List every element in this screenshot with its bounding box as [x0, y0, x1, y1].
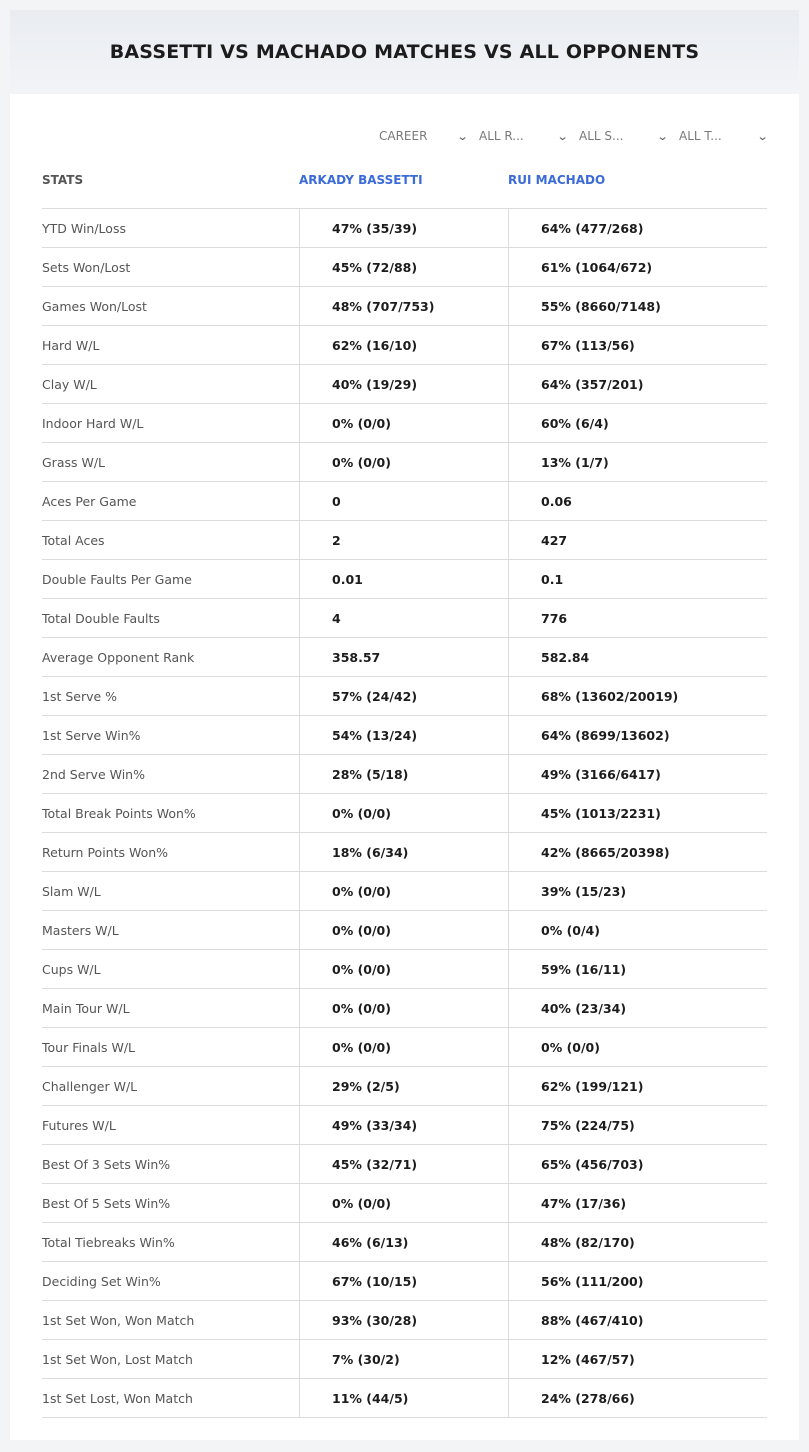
stat-label: Total Double Faults	[42, 610, 160, 626]
table-row	[42, 1262, 767, 1301]
player1-value: 18% (6/34)	[299, 833, 508, 871]
player2-value: 60% (6/4)	[508, 404, 767, 442]
table-row	[42, 287, 767, 326]
table-row	[42, 1301, 767, 1340]
player2-value: 88% (467/410)	[508, 1301, 767, 1339]
stat-label: Deciding Set Win%	[42, 1273, 161, 1289]
player1-value: 358.57	[299, 638, 508, 676]
table-row	[42, 482, 767, 521]
player2-value: 65% (456/703)	[508, 1145, 767, 1183]
filter-round-select[interactable]	[479, 126, 567, 146]
player2-value: 64% (357/201)	[508, 365, 767, 403]
table-row	[42, 443, 767, 482]
column-header-player2-link[interactable]: RUI MACHADO	[508, 173, 606, 187]
player1-value: 67% (10/15)	[299, 1262, 508, 1300]
table-row	[42, 1028, 767, 1067]
table-row	[42, 560, 767, 599]
player1-value: 48% (707/753)	[299, 287, 508, 325]
player1-value: 0% (0/0)	[299, 443, 508, 481]
table-row	[42, 599, 767, 638]
stat-label: Double Faults Per Game	[42, 571, 192, 587]
stat-label: Sets Won/Lost	[42, 259, 131, 275]
table-row	[42, 521, 767, 560]
player2-value: 68% (13602/20019)	[508, 677, 767, 715]
player2-value: 64% (8699/13602)	[508, 716, 767, 754]
player1-value: 7% (30/2)	[299, 1340, 508, 1378]
player2-value: 0% (0/4)	[508, 911, 767, 949]
table-row	[42, 1106, 767, 1145]
player1-value: 0.01	[299, 560, 508, 598]
chevron-down-icon: ⌄	[556, 129, 569, 143]
column-header-player1-link[interactable]: ARKADY BASSETTI	[299, 173, 423, 187]
stat-label: Total Aces	[42, 532, 105, 548]
player1-value: 29% (2/5)	[299, 1067, 508, 1105]
player2-value: 776	[508, 599, 767, 637]
chevron-down-icon: ⌄	[656, 129, 669, 143]
player1-value: 40% (19/29)	[299, 365, 508, 403]
stat-label: Main Tour W/L	[42, 1000, 130, 1016]
stat-label: Games Won/Lost	[42, 298, 147, 314]
table-row	[42, 1145, 767, 1184]
filter-round-label: ALL R...	[479, 129, 524, 143]
player2-value: 24% (278/66)	[508, 1379, 767, 1417]
stat-label: 1st Set Won, Lost Match	[42, 1351, 193, 1367]
player1-value: 0% (0/0)	[299, 989, 508, 1027]
player2-value: 13% (1/7)	[508, 443, 767, 481]
stat-label: Return Points Won%	[42, 844, 169, 860]
table-row	[42, 716, 767, 755]
player1-value: 57% (24/42)	[299, 677, 508, 715]
player1-value: 0% (0/0)	[299, 1028, 508, 1066]
stat-label: YTD Win/Loss	[42, 220, 126, 236]
chevron-down-icon: ⌄	[456, 129, 469, 143]
player2-value: 12% (467/57)	[508, 1340, 767, 1378]
filter-tournament-label: ALL T...	[679, 129, 722, 143]
stat-label: 2nd Serve Win%	[42, 766, 145, 782]
filter-period-label: CAREER	[379, 129, 428, 143]
page-header	[10, 10, 799, 94]
stat-label: Total Break Points Won%	[42, 805, 196, 821]
player1-value: 2	[299, 521, 508, 559]
player1-value: 62% (16/10)	[299, 326, 508, 364]
table-row	[42, 365, 767, 404]
table-row	[42, 989, 767, 1028]
stats-card	[10, 10, 799, 1440]
stat-label: Clay W/L	[42, 376, 97, 392]
player2-value: 40% (23/34)	[508, 989, 767, 1027]
player2-value: 0.1	[508, 560, 767, 598]
stat-label: Challenger W/L	[42, 1078, 138, 1094]
stat-label: 1st Set Lost, Won Match	[42, 1390, 193, 1406]
player1-value: 0% (0/0)	[299, 911, 508, 949]
stat-label: 1st Serve Win%	[42, 727, 141, 743]
player2-value: 45% (1013/2231)	[508, 794, 767, 832]
table-row	[42, 209, 767, 248]
player2-value: 48% (82/170)	[508, 1223, 767, 1261]
player1-value: 45% (32/71)	[299, 1145, 508, 1183]
stat-label: Cups W/L	[42, 961, 101, 977]
player1-value: 28% (5/18)	[299, 755, 508, 793]
table-row	[42, 638, 767, 677]
table-row	[42, 872, 767, 911]
filter-bar	[379, 126, 767, 146]
filter-surface-select[interactable]	[579, 126, 667, 146]
player2-value: 39% (15/23)	[508, 872, 767, 910]
player2-value: 64% (477/268)	[508, 209, 767, 247]
table-row	[42, 677, 767, 716]
table-row	[42, 248, 767, 287]
player1-value: 46% (6/13)	[299, 1223, 508, 1261]
player2-value: 427	[508, 521, 767, 559]
table-row	[42, 755, 767, 794]
table-row	[42, 1340, 767, 1379]
player1-value: 0% (0/0)	[299, 404, 508, 442]
stat-label: Best Of 5 Sets Win%	[42, 1195, 171, 1211]
stat-label: Indoor Hard W/L	[42, 415, 144, 431]
player1-value: 0% (0/0)	[299, 1184, 508, 1222]
player2-value: 0% (0/0)	[508, 1028, 767, 1066]
player1-value: 0% (0/0)	[299, 794, 508, 832]
stat-label: Total Tiebreaks Win%	[42, 1234, 175, 1250]
column-header-stats: STATS	[42, 173, 84, 187]
stat-label: Grass W/L	[42, 454, 106, 470]
table-row	[42, 1067, 767, 1106]
player1-value: 93% (30/28)	[299, 1301, 508, 1339]
player1-value: 54% (13/24)	[299, 716, 508, 754]
page-title: BASSETTI VS MACHADO MATCHES VS ALL OPPONENTS	[109, 41, 700, 63]
player1-value: 49% (33/34)	[299, 1106, 508, 1144]
table-row	[42, 950, 767, 989]
table-row	[42, 1379, 767, 1418]
stat-label: Masters W/L	[42, 922, 119, 938]
stat-label: 1st Set Won, Won Match	[42, 1312, 195, 1328]
player1-value: 4	[299, 599, 508, 637]
table-row	[42, 1184, 767, 1223]
player1-value: 0% (0/0)	[299, 950, 508, 988]
player1-value: 45% (72/88)	[299, 248, 508, 286]
stat-label: Futures W/L	[42, 1117, 116, 1133]
stat-label: Aces Per Game	[42, 493, 137, 509]
table-row	[42, 326, 767, 365]
player2-value: 0.06	[508, 482, 767, 520]
table-row	[42, 1223, 767, 1262]
table-row	[42, 911, 767, 950]
player2-value: 49% (3166/6417)	[508, 755, 767, 793]
stat-label: Tour Finals W/L	[42, 1039, 136, 1055]
player2-value: 59% (16/11)	[508, 950, 767, 988]
filter-surface-label: ALL S...	[579, 129, 624, 143]
player2-value: 47% (17/36)	[508, 1184, 767, 1222]
stat-label: 1st Serve %	[42, 688, 118, 704]
chevron-down-icon: ⌄	[756, 129, 769, 143]
player1-value: 0% (0/0)	[299, 872, 508, 910]
player2-value: 67% (113/56)	[508, 326, 767, 364]
stat-label: Best Of 3 Sets Win%	[42, 1156, 171, 1172]
stat-label: Average Opponent Rank	[42, 649, 195, 665]
player1-value: 11% (44/5)	[299, 1379, 508, 1417]
player2-value: 61% (1064/672)	[508, 248, 767, 286]
stat-label: Slam W/L	[42, 883, 101, 899]
player1-value: 47% (35/39)	[299, 209, 508, 247]
table-row	[42, 794, 767, 833]
player2-value: 42% (8665/20398)	[508, 833, 767, 871]
stats-table	[42, 208, 767, 1418]
filter-tournament-select[interactable]	[679, 126, 767, 146]
table-row	[42, 833, 767, 872]
player2-value: 55% (8660/7148)	[508, 287, 767, 325]
player2-value: 56% (111/200)	[508, 1262, 767, 1300]
table-row	[42, 404, 767, 443]
player2-value: 62% (199/121)	[508, 1067, 767, 1105]
stat-label: Hard W/L	[42, 337, 100, 353]
filter-period-select[interactable]	[379, 126, 467, 146]
player1-value: 0	[299, 482, 508, 520]
player2-value: 75% (224/75)	[508, 1106, 767, 1144]
player2-value: 582.84	[508, 638, 767, 676]
